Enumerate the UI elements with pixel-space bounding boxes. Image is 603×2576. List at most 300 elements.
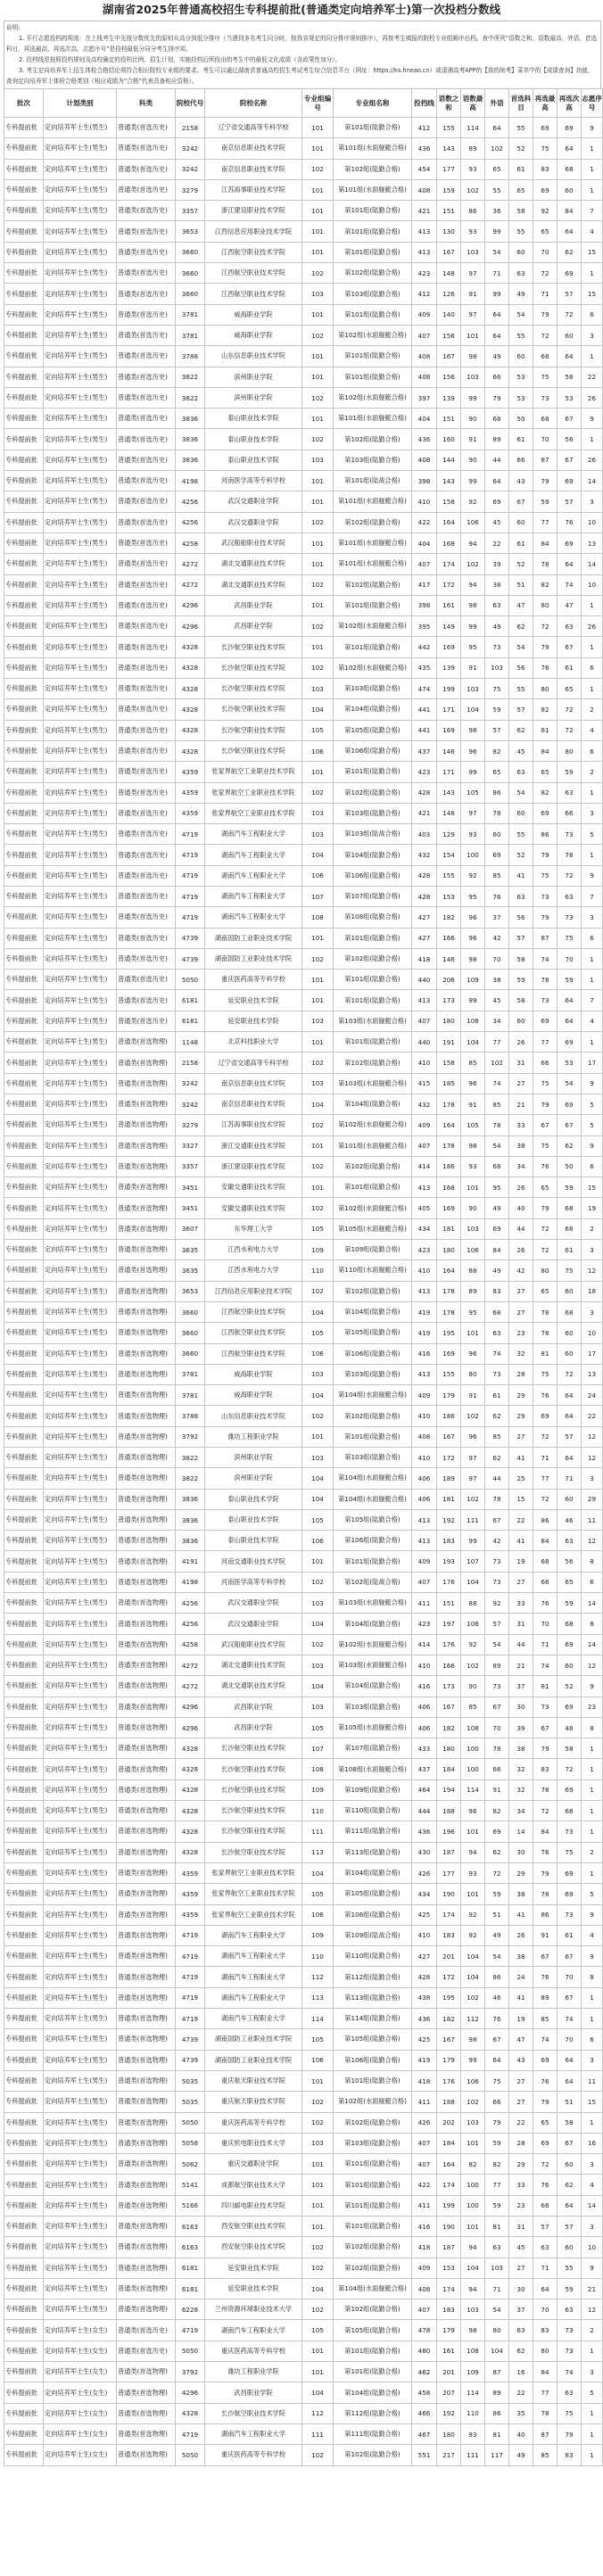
cell-foreign-language: 59: [485, 1884, 509, 1904]
table-row: [4, 1135, 603, 1156]
cell-batch: 专科提前批: [4, 1240, 44, 1260]
table-row: [4, 699, 603, 720]
cell-foreign-language: 61: [485, 1385, 509, 1406]
cell-school-code: 1148: [176, 1032, 205, 1053]
cell-group-name: 第102组(水面舰艇合格): [334, 2092, 412, 2112]
cell-cutoff-score: 406: [412, 1717, 437, 1738]
cell-elective-max: 66: [533, 2195, 558, 2216]
table-row: [4, 1717, 603, 1738]
cell-cutoff-score: 437: [412, 1759, 437, 1779]
cell-school-name: 张家界航空工业职业技术学院: [205, 762, 302, 782]
cell-plan-type: 定向培养军士生(男生): [44, 450, 117, 470]
table-row: [4, 118, 603, 138]
cell-group-name: 第108组(水面舰艇合格): [334, 1759, 412, 1779]
table-row: [4, 824, 603, 845]
cell-group-number: 101: [302, 2154, 334, 2175]
cell-chinese-math-max: 102: [461, 2092, 485, 2112]
cell-elective-second: 63: [558, 886, 582, 906]
cell-group-name: 第112组(陆勤合格): [334, 2403, 412, 2423]
table-row: [4, 1779, 603, 1800]
cell-chinese-math-max: 96: [461, 740, 485, 761]
cell-chinese-math-max: 111: [461, 2445, 485, 2465]
cell-elective-second: 73: [558, 907, 582, 928]
cell-preference-order: 1: [582, 1759, 603, 1779]
cell-plan-type: 定向培养军士生(男生): [44, 2009, 117, 2029]
cell-foreign-language: 70: [485, 1717, 509, 1738]
table-row: [4, 1946, 603, 1967]
table-row: [4, 845, 603, 865]
cell-group-number: 105: [302, 1884, 334, 1904]
cell-plan-type: 定向培养军士生(男生): [44, 1323, 117, 1343]
cell-plan-type: 定向培养军士生(男生): [44, 263, 117, 284]
description-item-1: 1. 平行志愿投档的规则：在上线考生中先按分数优先的原则从高分到低分排序（当遇到多名考生同分时，按我省规定的同分排序规则排序），再按考生填报的院校专业组顺序出档。表中所列“语数之和、语数最高、外语、首选科目、再选最高、再选次高、志愿序号”是投档最低分同分考生排序项。: [6, 35, 598, 53]
cell-batch: 专科提前批: [4, 2175, 44, 2195]
cell-elective-max: 76: [533, 1593, 558, 1614]
cell-chinese-math-sum: 191: [437, 1032, 461, 1053]
cell-batch: 专科提前批: [4, 1904, 44, 1925]
cell-plan-type: 定向培养军士生(男生): [44, 2154, 117, 2175]
cell-chinese-math-max: 107: [461, 1551, 485, 1572]
cell-batch: 专科提前批: [4, 2320, 44, 2341]
cell-chinese-math-sum: 167: [437, 1697, 461, 1717]
cell-chinese-math-sum: 169: [437, 1343, 461, 1364]
cell-cutoff-score: 437: [412, 740, 437, 761]
cell-school-code: 4359: [176, 803, 205, 823]
cell-foreign-language: 76: [485, 886, 509, 906]
table-row: [4, 2112, 603, 2133]
cell-chinese-math-max: 99: [461, 387, 485, 408]
cell-preference-order: 6: [582, 1156, 603, 1177]
column-header-batch: 批次: [4, 89, 44, 118]
cell-preference-order: 14: [582, 471, 603, 491]
cell-elective-second: 62: [558, 1135, 582, 1156]
cell-elective-second: 60: [558, 1655, 582, 1675]
cell-school-code: 4719: [176, 824, 205, 845]
table-row: [4, 533, 603, 553]
cell-chinese-math-sum: 164: [437, 512, 461, 533]
cell-plan-type: 定向培养军士生(男生): [44, 782, 117, 803]
cell-chinese-math-max: 92: [461, 1634, 485, 1655]
cell-chinese-math-sum: 158: [437, 491, 461, 512]
cell-subject-type: 普通类(首选物理): [117, 1177, 176, 1198]
cell-school-code: 3836: [176, 1509, 205, 1530]
cell-batch: 专科提前批: [4, 886, 44, 906]
cell-cutoff-score: 440: [412, 1032, 437, 1053]
cell-foreign-language: 78: [485, 1489, 509, 1509]
cell-chinese-math-max: 103: [461, 2112, 485, 2133]
cell-preference-order: 6: [582, 740, 603, 761]
cell-elective-max: 85: [533, 2009, 558, 2029]
cell-plan-type: 定向培养军士生(男生): [44, 1904, 117, 1925]
cell-plan-type: 定向培养军士生(男生): [44, 138, 117, 159]
cell-elective-second: 64: [558, 346, 582, 367]
cell-elective-max: 65: [533, 1281, 558, 1301]
cell-elective-second: 69: [558, 533, 582, 553]
cell-subject-type: 普通类(首选物理): [117, 1489, 176, 1509]
cell-chinese-math-sum: 155: [437, 865, 461, 886]
cell-cutoff-score: 422: [412, 2175, 437, 2195]
cell-school-name: 延安职业技术学院: [205, 990, 302, 1011]
cell-chinese-math-max: 102: [461, 1489, 485, 1509]
cell-first-subject: 60: [509, 1011, 533, 1031]
cell-school-code: 3357: [176, 1156, 205, 1177]
cell-cutoff-score: 551: [412, 2445, 437, 2465]
cell-school-name: 湖北交通职业技术学院: [205, 1676, 302, 1697]
cell-batch: 专科提前批: [4, 2278, 44, 2299]
cell-batch: 专科提前批: [4, 574, 44, 595]
cell-preference-order: 2: [582, 762, 603, 782]
cell-plan-type: 定向培养军士生(男生): [44, 865, 117, 886]
cell-elective-second: 72: [558, 304, 582, 325]
cell-school-name: 长沙航空职业技术学院: [205, 740, 302, 761]
cell-first-subject: 61: [509, 533, 533, 553]
cell-chinese-math-max: 93: [461, 2423, 485, 2444]
cell-elective-second: 61: [558, 657, 582, 678]
cell-group-name: 第101组(陆勤合格): [334, 118, 412, 138]
cell-school-name: 重庆医药高等专科学校: [205, 2445, 302, 2465]
cell-subject-type: 普通类(首选物理): [117, 2070, 176, 2091]
cell-preference-order: 1: [582, 159, 603, 179]
cell-batch: 专科提前批: [4, 1779, 44, 1800]
cell-group-number: 107: [302, 886, 334, 906]
cell-group-name: 第102组(水面舰艇合格): [334, 387, 412, 408]
cell-elective-second: 76: [558, 512, 582, 533]
cell-group-name: 第103组(水面舰艇合格): [334, 1655, 412, 1675]
cell-plan-type: 定向培养军士生(男生): [44, 1987, 117, 2008]
cell-school-code: 4256: [176, 491, 205, 512]
cell-group-name: 第110组(陆勤合格): [334, 1801, 412, 1821]
cell-cutoff-score: 409: [412, 1115, 437, 1135]
cell-subject-type: 普通类(首选历史): [117, 159, 176, 179]
cell-elective-max: 75: [533, 367, 558, 387]
cell-chinese-math-sum: 194: [437, 1779, 461, 1800]
cell-group-name: 第101组(陆勤合格): [334, 2362, 412, 2382]
cell-elective-second: 74: [558, 574, 582, 595]
cell-cutoff-score: 423: [412, 762, 437, 782]
table-row: [4, 1509, 603, 1530]
cell-subject-type: 普通类(首选物理): [117, 1218, 176, 1239]
cell-group-name: 第110组(水面舰艇合格): [334, 1260, 412, 1281]
cell-first-subject: 53: [509, 367, 533, 387]
cell-foreign-language: 79: [485, 387, 509, 408]
cell-elective-max: 74: [533, 1655, 558, 1675]
cell-group-name: 第101组(陆勤合格): [334, 2175, 412, 2195]
cell-plan-type: 定向培养军士生(女生): [44, 2403, 117, 2423]
table-row: [4, 1218, 603, 1239]
cell-subject-type: 普通类(首选历史): [117, 803, 176, 823]
cell-plan-type: 定向培养军士生(男生): [44, 2092, 117, 2112]
cell-group-name: 第103组(陆勤合格): [334, 284, 412, 304]
cell-school-code: 4739: [176, 928, 205, 948]
cell-batch: 专科提前批: [4, 803, 44, 823]
cell-subject-type: 普通类(首选历史): [117, 367, 176, 387]
cell-preference-order: 1: [582, 346, 603, 367]
cell-group-number: 103: [302, 284, 334, 304]
cell-elective-max: 66: [533, 1053, 558, 1073]
table-row: [4, 886, 603, 906]
table-row: [4, 928, 603, 948]
cell-school-name: 河南交通职业技术学院: [205, 1551, 302, 1572]
cell-subject-type: 普通类(首选历史): [117, 2320, 176, 2341]
cell-foreign-language: 59: [485, 2195, 509, 2216]
cell-group-name: 第101组(陆勤合格): [334, 221, 412, 242]
cell-school-code: 4719: [176, 1987, 205, 2008]
cell-group-number: 101: [302, 970, 334, 990]
cell-group-name: 第102组(陆勤合格): [334, 263, 412, 284]
cell-elective-second: 48: [558, 1717, 582, 1738]
cell-first-subject: 55: [509, 325, 533, 345]
table-row: [4, 1364, 603, 1384]
cell-foreign-language: 49: [485, 346, 509, 367]
cell-plan-type: 定向培养军士生(男生): [44, 720, 117, 740]
cell-first-subject: 47: [509, 2029, 533, 2050]
table-row: [4, 1697, 603, 1717]
cell-group-number: 102: [302, 159, 334, 179]
cell-batch: 专科提前批: [4, 679, 44, 699]
cell-school-name: 江西水利电力大学: [205, 1240, 302, 1260]
cell-elective-second: 53: [558, 1053, 582, 1073]
cell-school-name: 长沙航空职业技术学院: [205, 1801, 302, 1821]
cell-chinese-math-max: 90: [461, 1676, 485, 1697]
cell-school-name: 南京信息职业技术学院: [205, 138, 302, 159]
cell-group-number: 102: [302, 1198, 334, 1218]
cell-school-name: 湖南汽车工程职业大学: [205, 886, 302, 906]
cell-cutoff-score: 410: [412, 1925, 437, 1945]
cell-school-code: 3836: [176, 409, 205, 429]
cell-elective-second: 46: [558, 1509, 582, 1530]
table-row: [4, 1489, 603, 1509]
cell-elective-second: 60: [558, 1281, 582, 1301]
cell-chinese-math-max: 99: [461, 2050, 485, 2070]
cell-preference-order: 1: [582, 2341, 603, 2361]
cell-school-code: 4719: [176, 2423, 205, 2444]
cell-chinese-math-sum: 146: [437, 948, 461, 969]
cell-subject-type: 普通类(首选物理): [117, 2362, 176, 2382]
cell-plan-type: 定向培养军士生(男生): [44, 990, 117, 1011]
cell-school-code: 6181: [176, 1011, 205, 1031]
cell-chinese-math-sum: 172: [437, 574, 461, 595]
cell-cutoff-score: 413: [412, 1364, 437, 1384]
cell-chinese-math-sum: 182: [437, 1717, 461, 1738]
cell-first-subject: 27: [509, 1301, 533, 1322]
cell-batch: 专科提前批: [4, 1967, 44, 1987]
cell-foreign-language: 102: [485, 1053, 509, 1073]
cell-cutoff-score: 444: [412, 1801, 437, 1821]
cell-foreign-language: 67: [485, 1697, 509, 1717]
cell-elective-second: 70: [558, 948, 582, 969]
cell-cutoff-score: 436: [412, 138, 437, 159]
cell-school-name: 兰州资源环境职业技术大学: [205, 2299, 302, 2320]
cell-school-code: 4328: [176, 720, 205, 740]
cell-foreign-language: 82: [485, 2154, 509, 2175]
table-row: [4, 1759, 603, 1779]
cell-elective-max: 69: [533, 1406, 558, 1426]
cell-chinese-math-max: 102: [461, 179, 485, 200]
cell-chinese-math-sum: 190: [437, 1884, 461, 1904]
cell-plan-type: 定向培养军士生(男生): [44, 367, 117, 387]
table-row: [4, 2092, 603, 2112]
cell-preference-order: 13: [582, 1364, 603, 1384]
cell-group-number: 105: [302, 1717, 334, 1738]
cell-cutoff-score: 416: [412, 1343, 437, 1364]
cell-batch: 专科提前批: [4, 845, 44, 865]
cell-group-number: 103: [302, 1593, 334, 1614]
cell-group-number: 101: [302, 367, 334, 387]
cell-cutoff-score: 412: [412, 118, 437, 138]
column-header-group-number: 专业组编号: [302, 89, 334, 118]
cell-subject-type: 普通类(首选历史): [117, 346, 176, 367]
cell-batch: 专科提前批: [4, 948, 44, 969]
cell-group-number: 111: [302, 2423, 334, 2444]
cell-chinese-math-max: 103: [461, 679, 485, 699]
cell-subject-type: 普通类(首选历史): [117, 845, 176, 865]
cell-plan-type: 定向培养军士生(男生): [44, 657, 117, 678]
cell-elective-max: 79: [533, 471, 558, 491]
cell-subject-type: 普通类(首选物理): [117, 2112, 176, 2133]
cell-elective-max: 77: [533, 2382, 558, 2403]
cell-cutoff-score: 410: [412, 1448, 437, 1468]
cell-cutoff-score: 427: [412, 1946, 437, 1967]
cell-plan-type: 定向培养军士生(男生): [44, 886, 117, 906]
cell-cutoff-score: 407: [412, 2154, 437, 2175]
cell-first-subject: 26: [509, 1177, 533, 1198]
cell-plan-type: 定向培养军士生(男生): [44, 2237, 117, 2258]
cell-subject-type: 普通类(首选物理): [117, 2445, 176, 2465]
table-row: [4, 1240, 603, 1260]
cell-group-name: 第113组(陆勤合格): [334, 1842, 412, 1862]
cell-group-number: 110: [302, 1801, 334, 1821]
cell-elective-max: 75: [533, 865, 558, 886]
cell-group-name: 第103组(陆勤合格): [334, 450, 412, 470]
cell-subject-type: 普通类(首选历史): [117, 118, 176, 138]
cell-group-number: 104: [302, 2382, 334, 2403]
cell-school-code: 5166: [176, 2195, 205, 2216]
cell-school-code: 4256: [176, 1614, 205, 1634]
cell-school-name: 湖南汽车工程职业大学: [205, 1987, 302, 2008]
cell-batch: 专科提前批: [4, 1925, 44, 1945]
cell-group-name: 第105组(陆勤合格): [334, 720, 412, 740]
cell-batch: 专科提前批: [4, 138, 44, 159]
cell-school-code: 4272: [176, 1676, 205, 1697]
cell-preference-order: 1: [582, 1862, 603, 1883]
cell-preference-order: 19: [582, 1198, 603, 1218]
cell-batch: 专科提前批: [4, 1738, 44, 1759]
cell-first-subject: 42: [509, 1260, 533, 1281]
cell-school-name: 湖南汽车工程职业大学: [205, 1925, 302, 1945]
cell-elective-max: 65: [533, 762, 558, 782]
cell-chinese-math-max: 96: [461, 907, 485, 928]
cell-foreign-language: 67: [485, 1509, 509, 1530]
cell-preference-order: 11: [582, 1509, 603, 1530]
cell-chinese-math-sum: 180: [437, 2423, 461, 2444]
cell-group-number: 105: [302, 2320, 334, 2341]
cell-chinese-math-max: 91: [461, 1094, 485, 1114]
cell-batch: 专科提前批: [4, 782, 44, 803]
cell-cutoff-score: 410: [412, 1406, 437, 1426]
cell-subject-type: 普通类(首选物理): [117, 1717, 176, 1738]
cell-group-number: 103: [302, 1697, 334, 1717]
cell-elective-max: 67: [533, 1717, 558, 1738]
cell-elective-second: 75: [558, 928, 582, 948]
cell-foreign-language: 68: [485, 409, 509, 429]
table-row: [4, 1904, 603, 1925]
cell-batch: 专科提前批: [4, 2341, 44, 2361]
cell-foreign-language: 78: [485, 803, 509, 823]
cell-school-code: 3242: [176, 1073, 205, 1094]
cell-elective-max: 69: [533, 2050, 558, 2070]
cell-elective-max: 65: [533, 221, 558, 242]
cell-elective-max: 85: [533, 2445, 558, 2465]
cell-group-name: 第101组(陆勤合格): [334, 928, 412, 948]
cell-elective-second: 64: [558, 1406, 582, 1426]
cell-subject-type: 普通类(首选历史): [117, 491, 176, 512]
cell-foreign-language: 71: [485, 2278, 509, 2299]
cell-school-name: 长沙航空职业技术学院: [205, 1779, 302, 1800]
cell-elective-max: 79: [533, 1862, 558, 1883]
cell-plan-type: 定向培养军士生(男生): [44, 1551, 117, 1572]
cell-elective-max: 73: [533, 1697, 558, 1717]
cell-group-number: 102: [302, 387, 334, 408]
cell-cutoff-score: 408: [412, 367, 437, 387]
cell-school-code: 4739: [176, 2050, 205, 2070]
cell-subject-type: 普通类(首选历史): [117, 304, 176, 325]
cell-group-number: 102: [302, 948, 334, 969]
table-row: [4, 2029, 603, 2050]
cell-cutoff-score: 416: [412, 1676, 437, 1697]
cell-group-number: 103: [302, 450, 334, 470]
cell-preference-order: 3: [582, 803, 603, 823]
cell-cutoff-score: 425: [412, 2029, 437, 2050]
cell-plan-type: 定向培养军士生(男生): [44, 346, 117, 367]
cell-first-subject: 62: [509, 2341, 533, 2361]
cell-preference-order: 3: [582, 1468, 603, 1489]
cell-chinese-math-sum: 151: [437, 1593, 461, 1614]
cell-batch: 专科提前批: [4, 907, 44, 928]
cell-group-number: 101: [302, 201, 334, 221]
cell-chinese-math-sum: 154: [437, 845, 461, 865]
table-row: [4, 1967, 603, 1987]
cell-school-name: 长沙航空职业技术学院: [205, 657, 302, 678]
cell-elective-max: 72: [533, 1218, 558, 1239]
cell-foreign-language: 64: [485, 471, 509, 491]
cell-group-name: 第102组(陆勤合格): [334, 2445, 412, 2465]
cell-elective-max: 73: [533, 886, 558, 906]
cell-chinese-math-sum: 146: [437, 740, 461, 761]
cell-subject-type: 普通类(首选物理): [117, 2423, 176, 2444]
cell-school-code: 4296: [176, 1697, 205, 1717]
cell-foreign-language: 74: [485, 1073, 509, 1094]
cell-plan-type: 定向培养军士生(男生): [44, 1260, 117, 1281]
cell-school-name: 武昌职业学院: [205, 1697, 302, 1717]
cell-chinese-math-max: 114: [461, 2382, 485, 2403]
cell-batch: 专科提前批: [4, 928, 44, 948]
cell-subject-type: 普通类(首选历史): [117, 970, 176, 990]
cell-plan-type: 定向培养军士生(女生): [44, 2341, 117, 2361]
cell-subject-type: 普通类(首选历史): [117, 409, 176, 429]
cell-subject-type: 普通类(首选物理): [117, 1426, 176, 1447]
cell-first-subject: 38: [509, 1738, 533, 1759]
table-row: [4, 990, 603, 1011]
cell-chinese-math-sum: 182: [437, 907, 461, 928]
cell-group-name: 第103组(水面舰艇合格): [334, 1593, 412, 1614]
cell-foreign-language: 75: [485, 2070, 509, 2091]
column-header-foreign-language: 外语: [485, 89, 509, 118]
cell-foreign-language: 39: [485, 554, 509, 574]
cell-school-name: 湖南国防工业职业技术学院: [205, 928, 302, 948]
cell-foreign-language: 54: [485, 1135, 509, 1156]
cell-chinese-math-max: 95: [461, 637, 485, 657]
cell-plan-type: 定向培养军士生(男生): [44, 1218, 117, 1239]
